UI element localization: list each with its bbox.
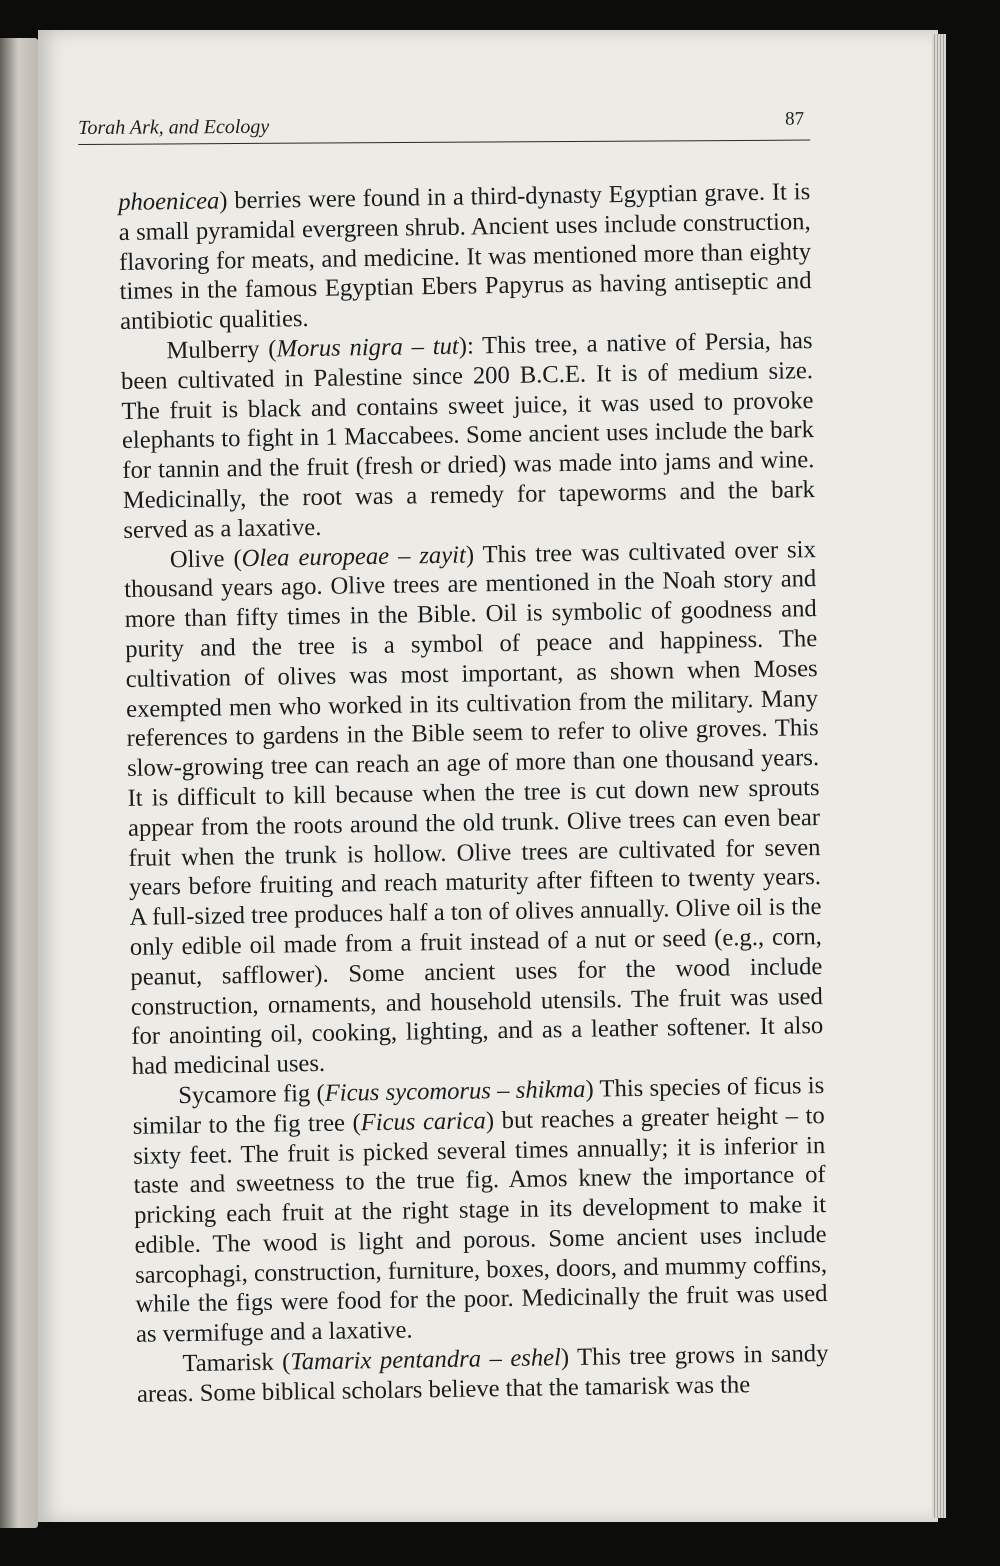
- page-number: 87: [785, 108, 805, 130]
- paragraph-mulberry: Mulberry (Morus nigra – tut): This tree, a native of Persia, has been cultivated in Palestine since 200 B.C.E. It is of medium size. The fruit is black and contains sweet juice, it was used to provoke elephants to fight in 1 Maccabees. Some ancient uses include the bark for tannin and the fruit (fresh or dried) was made into jams and wine. Medicinally, the root was a remedy for tapeworms and the bark served as a laxative.: [120, 327, 816, 544]
- facing-page-edge: [0, 38, 38, 1528]
- latin-name: Olea europeae – zayit: [241, 541, 467, 572]
- paragraph-sycamore-fig: Sycamore fig (Ficus sycomorus – shikma) This species of ficus is similar to the fig tree (Ficus carica) but reaches a greater height – to sixty feet. The fruit is picked several times annually; it is inferior in taste and sweetness to the true fig. Amos knew the importance of pricking each fruit at the right stage in its development to make it edible. The wood is light and porous. Some ancient uses include sarcophagi, construction, furniture, boxes, doors, and mummy coffins, while the figs were food for the poor. Medicinally the fruit was used as vermifuge and a laxative.: [132, 1071, 828, 1349]
- latin-name: phoenicea: [118, 187, 220, 216]
- body-text: [118, 177, 829, 1409]
- paragraph-tamarisk: Tamarisk (Tamarix pentandra – eshel) This tree grows in sandy areas. Some biblical scholars believe that the tamarisk was the: [136, 1340, 829, 1408]
- latin-name: Ficus sycomorus – shikma: [324, 1075, 586, 1107]
- page-stack-edge: [932, 34, 946, 1518]
- running-header: [78, 100, 810, 145]
- latin-name: Morus nigra – tut: [276, 332, 459, 363]
- latin-name: Ficus carica: [360, 1107, 487, 1137]
- latin-name: Tamarix pentandra – eshel: [290, 1344, 562, 1376]
- paragraph-olive: Olive (Olea europeae – zayit) This tree was cultivated over six thousand years ago. Olive trees are mentioned in the Noah story and more than fifty times in the Bible. Oil is symbolic of goodness and purity and the tree is a symbol of peace and happiness. The cultivation of olives was most important, as shown when Moses exempted men who worked in its cultivation from the military. Many references to gardens in the Bible seem to refer to olive groves. This slow-growing tree can reach an age of more than one thousand years. It is difficult to kill because when the tree is cut down new sprouts appear from the roots around the old trunk. Olive trees can even bear fruit when the trunk is hollow. Olive trees are cultivated for seven years before fruiting and reach maturity after fifteen to twenty years. A full-sized tree produces half a ton of olives annually. Olive oil is the only edible oil made from a fruit instead of a nut or seed (e.g., corn, peanut, safflower). Some ancient uses for the wood include construction, ornaments, and household utensils. The fruit was used for anointing oil, cooking, lighting, and as a leather softener. It also had medicinal uses.: [124, 535, 824, 1080]
- paragraph-juniper-continuation: phoenicea) berries were found in a third-dynasty Egyptian grave. It is a small pyramidal evergreen shrub. Ancient uses include construction, flavoring for meats, and medicine. It was mentioned more than eighty times in the famous Egyptian Ebers Papyrus as having antiseptic and antibiotic qualities.: [118, 178, 812, 336]
- running-title: Torah Ark, and Ecology: [78, 115, 270, 139]
